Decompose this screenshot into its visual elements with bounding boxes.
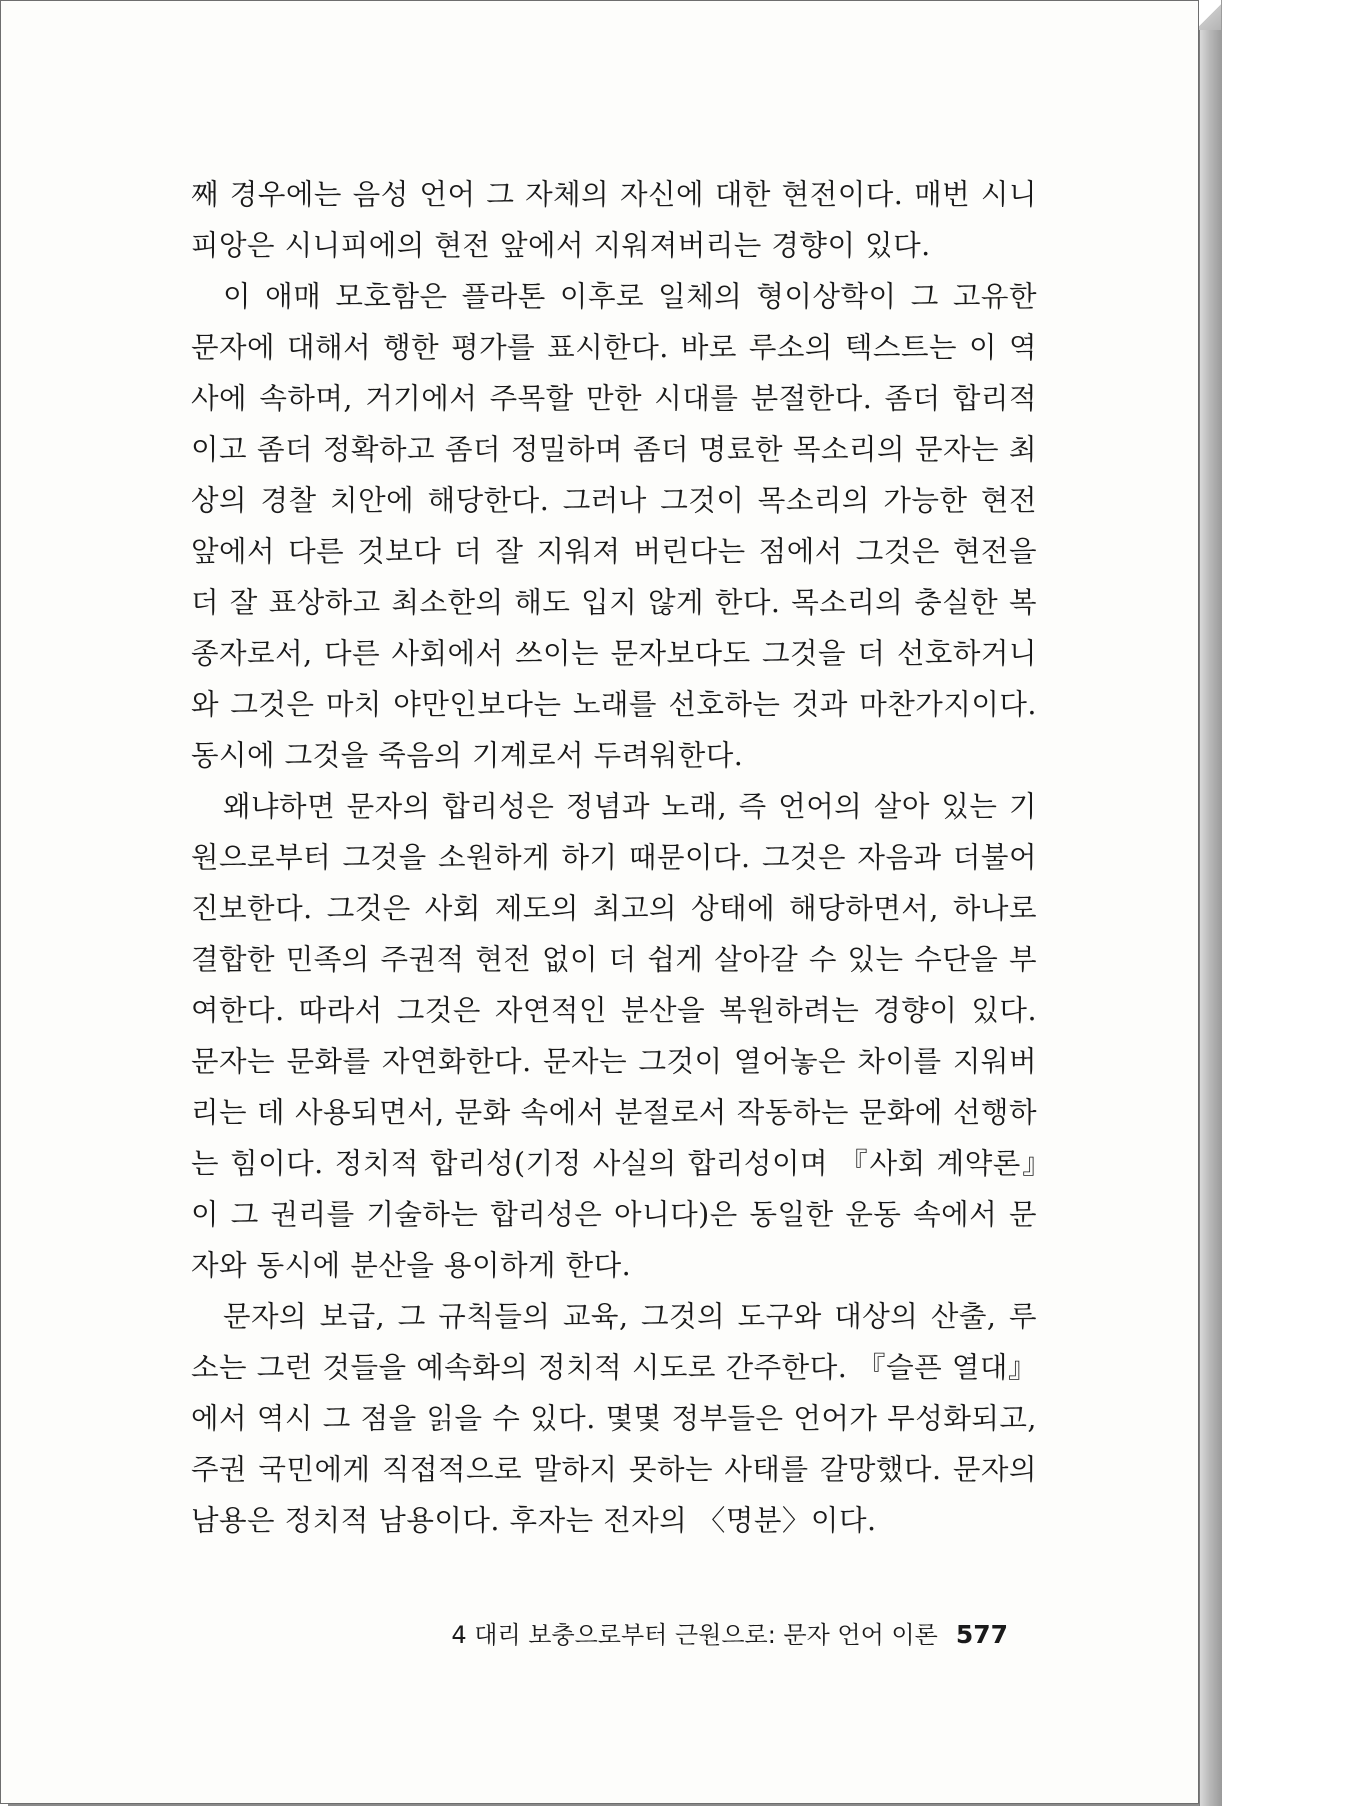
running-head: 4 대리 보충으로부터 근원으로: 문자 언어 이론: [451, 1621, 938, 1649]
paragraph-1: 째 경우에는 음성 언어 그 자체의 자신에 대한 현전이다. 매번 시니피앙은 시니피에의 현전 앞에서 지워져버리는 경향이 있다.: [191, 178, 1037, 262]
body-text: [191, 169, 1037, 1546]
page-number: 577: [955, 1620, 1008, 1649]
paragraph-3: 왜냐하면 문자의 합리성은 정념과 노래, 즉 언어의 살아 있는 기원으로부터 그것을 소원하게 하기 때문이다. 그것은 자음과 더불어 진보한다. 그것은 사회 제도의 최고의 상태에 해당하면서, 하나로 결합한 민족의 주권적 현전 없이 더 쉽게 살아갈 수 있는 수단을 부여한다. 따라서 그것은 자연적인 분산을 복원하려는 경향이 있다. 문자는 문화를 자연화한다. 문자는 그것이 열어놓은 차이를 지워버리는 데 사용되면서, 문화 속에서 분절로서 작동하는 문화에 선행하는 힘이다. 정치적 합리성(기정 사실의 합리성이며 『사회 계약론』이 그 권리를 기술하는 합리성은 아니다)은 동일한 운동 속에서 문자와 동시에 분산을 용이하게 한다.: [191, 790, 1037, 1282]
paragraph-4: 문자의 보급, 그 규칙들의 교육, 그것의 도구와 대상의 산출, 루소는 그런 것들을 예속화의 정치적 시도로 간주한다. 『슬픈 열대』에서 역시 그 점을 읽을 수 있다. 몇몇 정부들은 언어가 무성화되고, 주권 국민에게 직접적으로 말하지 못하는 사태를 갈망했다. 문자의 남용은 정치적 남용이다. 후자는 전자의 〈명분〉이다.: [191, 1300, 1037, 1537]
page-corner: [1199, 0, 1221, 30]
paragraph-2: 이 애매 모호함은 플라톤 이후로 일체의 형이상학이 그 고유한 문자에 대해서 행한 평가를 표시한다. 바로 루소의 텍스트는 이 역사에 속하며, 거기에서 주목할 만한 시대를 분절한다. 좀더 합리적이고 좀더 정확하고 좀더 정밀하며 좀더 명료한 목소리의 문자는 최상의 경찰 치안에 해당한다. 그러나 그것이 목소리의 가능한 현전 앞에서 다른 것보다 더 잘 지워져 버린다는 점에서 그것은 현전을 더 잘 표상하고 최소한의 해도 입지 않게 한다. 목소리의 충실한 복종자로서, 다른 사회에서 쓰이는 문자보다도 그것을 더 선호하거니와 그것은 마치 야만인보다는 노래를 선호하는 것과 마찬가지이다. 동시에 그것을 죽음의 기계로서 두려워한다.: [191, 280, 1037, 772]
page-footer: [451, 1617, 1008, 1653]
page-edge: [1199, 0, 1222, 1806]
